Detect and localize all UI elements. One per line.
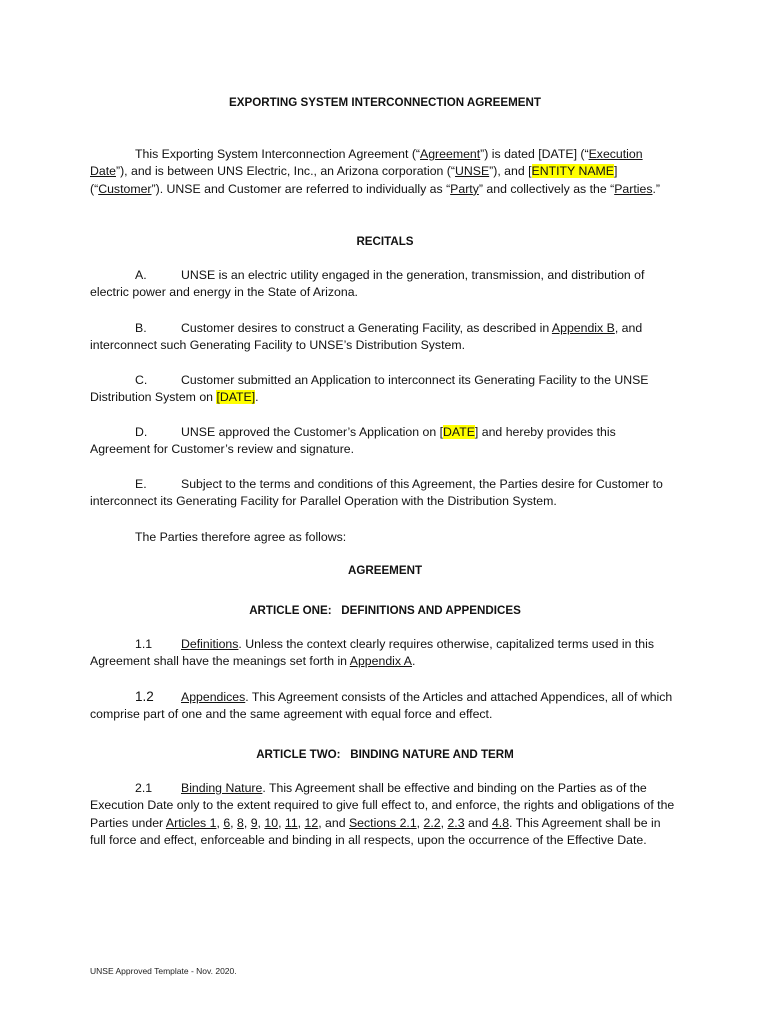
article-1-link[interactable]: Articles 1: [165, 815, 217, 830]
intro-text: .”: [652, 181, 660, 196]
recital-a: [90, 267, 678, 302]
recital-b: [90, 320, 678, 355]
appendix-b-link[interactable]: Appendix B: [551, 321, 615, 335]
entity-name-field[interactable]: ENTITY NAME: [531, 164, 614, 179]
section-title: Appendices: [181, 690, 246, 704]
section-number: 2.1: [135, 781, 153, 795]
recital-text: Customer submitted an Application to interconnect its Generating Facility to the UNSE Distribution System on: [90, 373, 649, 405]
recital-d: [90, 424, 678, 459]
section-text: . This Agreement shall be in full force and effect, enforceable and binding in all respects, upon the occurrence of the Effective Date.: [90, 815, 661, 848]
separator: ,: [278, 815, 285, 830]
section-text: , and: [318, 815, 349, 830]
recital-text: UNSE is an electric utility engaged in the generation, transmission, and distribution of electric power and energy in the State of Arizona.: [90, 268, 645, 300]
section-4-8-link[interactable]: 4.8: [491, 815, 510, 830]
section-title: Definitions: [181, 637, 239, 651]
article-8-link[interactable]: 8: [237, 815, 244, 830]
recital-label: D.: [135, 425, 148, 439]
recitals-heading: RECITALS: [356, 235, 414, 248]
document-title: EXPORTING SYSTEM INTERCONNECTION AGREEMENT: [229, 96, 541, 109]
separator: ,: [257, 815, 265, 830]
section-2-1-link[interactable]: Sections 2.1: [348, 815, 417, 830]
section-1-1: [90, 636, 678, 671]
separator: ,: [416, 815, 424, 830]
recital-label: C.: [135, 373, 148, 387]
term-execution-date: Execution Date: [90, 147, 643, 179]
recital-text: UNSE approved the Customer’s Application on [: [181, 425, 444, 439]
section-1-2: [90, 688, 678, 724]
intro-text: ”). UNSE and Customer are referred to individually as “: [151, 181, 451, 196]
intro-text: ”), and is between UNS Electric, Inc., an Arizona corporation (“: [115, 164, 455, 179]
intro-text: ”), and [: [489, 164, 532, 179]
agreement-heading: AGREEMENT: [347, 564, 423, 577]
separator: ,: [243, 815, 251, 830]
term-party: Party: [450, 181, 479, 196]
appendix-a-link[interactable]: Appendix A: [349, 654, 412, 669]
recital-label: A.: [135, 268, 147, 282]
term-parties: Parties: [614, 181, 653, 196]
separator: ,: [216, 815, 224, 830]
section-number: 1.2: [135, 689, 154, 704]
intro-text: ”) is dated [DATE] (“: [480, 147, 589, 161]
recital-text: .: [255, 390, 259, 405]
section-title: Binding Nature: [181, 781, 263, 795]
page-footer: UNSE Approved Template - Nov. 2020.: [90, 966, 237, 976]
article-12-link[interactable]: 12: [304, 815, 319, 830]
article-two-heading: ARTICLE TWO: BINDING NATURE AND TERM: [256, 748, 514, 761]
approval-date-field[interactable]: DATE: [443, 425, 475, 439]
recital-text: , and interconnect such Generating Facility to UNSE’s Distribution System.: [90, 321, 643, 353]
separator: ,: [440, 815, 448, 830]
recital-text: Customer desires to construct a Generating Facility, as described in: [181, 321, 552, 335]
section-text: . Unless the context clearly requires otherwise, capitalized terms used in this Agreement shall have the meanings set forth in: [90, 637, 654, 669]
separator: ,: [297, 815, 305, 830]
intro-paragraph: [90, 146, 678, 198]
intro-text: This Exporting System Interconnection Agreement (“: [135, 147, 421, 161]
term-customer: Customer: [98, 181, 152, 196]
recital-label: E.: [135, 477, 147, 491]
article-one-heading: ARTICLE ONE: DEFINITIONS AND APPENDICES: [249, 604, 521, 617]
article-9-link[interactable]: 9: [250, 815, 258, 830]
section-text: . This Agreement consists of the Articles and attached Appendices, all of which comprise part of one and the same agreement with equal force and effect.: [90, 690, 673, 722]
section-2-2-link[interactable]: 2.2: [423, 815, 441, 830]
submission-date-field[interactable]: [DATE]: [216, 390, 256, 405]
article-10-link[interactable]: 10: [264, 815, 279, 830]
section-text: and: [464, 815, 492, 830]
term-unse: UNSE: [454, 164, 490, 179]
section-text: .: [411, 654, 416, 669]
recital-label: B.: [135, 321, 147, 335]
article-6-link[interactable]: 6: [223, 815, 231, 830]
agree-as-follows: [90, 529, 678, 546]
term-agreement: Agreement: [420, 147, 481, 161]
section-text: . This Agreement shall be effective and binding on the Parties as of the Execution Date only to the extent required to give full effect to, and enforce, the rights and obligations of the Parties under: [90, 781, 675, 830]
intro-text: ] (“: [90, 164, 618, 196]
recital-c: [90, 372, 678, 407]
recital-text: Subject to the terms and conditions of this Agreement, the Parties desire for Customer to interconnect its Generating Facility for Parallel Operation with the Distribution System.: [90, 477, 663, 509]
recital-e: [90, 476, 678, 511]
section-2-3-link[interactable]: 2.3: [447, 815, 465, 830]
section-number: 1.1: [135, 637, 153, 651]
article-11-link[interactable]: 11: [284, 815, 298, 830]
recital-text: ] and hereby provides this Agreement for Customer’s review and signature.: [90, 425, 616, 457]
separator: ,: [230, 815, 237, 830]
section-2-1: [90, 780, 678, 850]
agree-text: The Parties therefore agree as follows:: [135, 530, 347, 544]
intro-text: ” and collectively as the “: [478, 181, 615, 196]
